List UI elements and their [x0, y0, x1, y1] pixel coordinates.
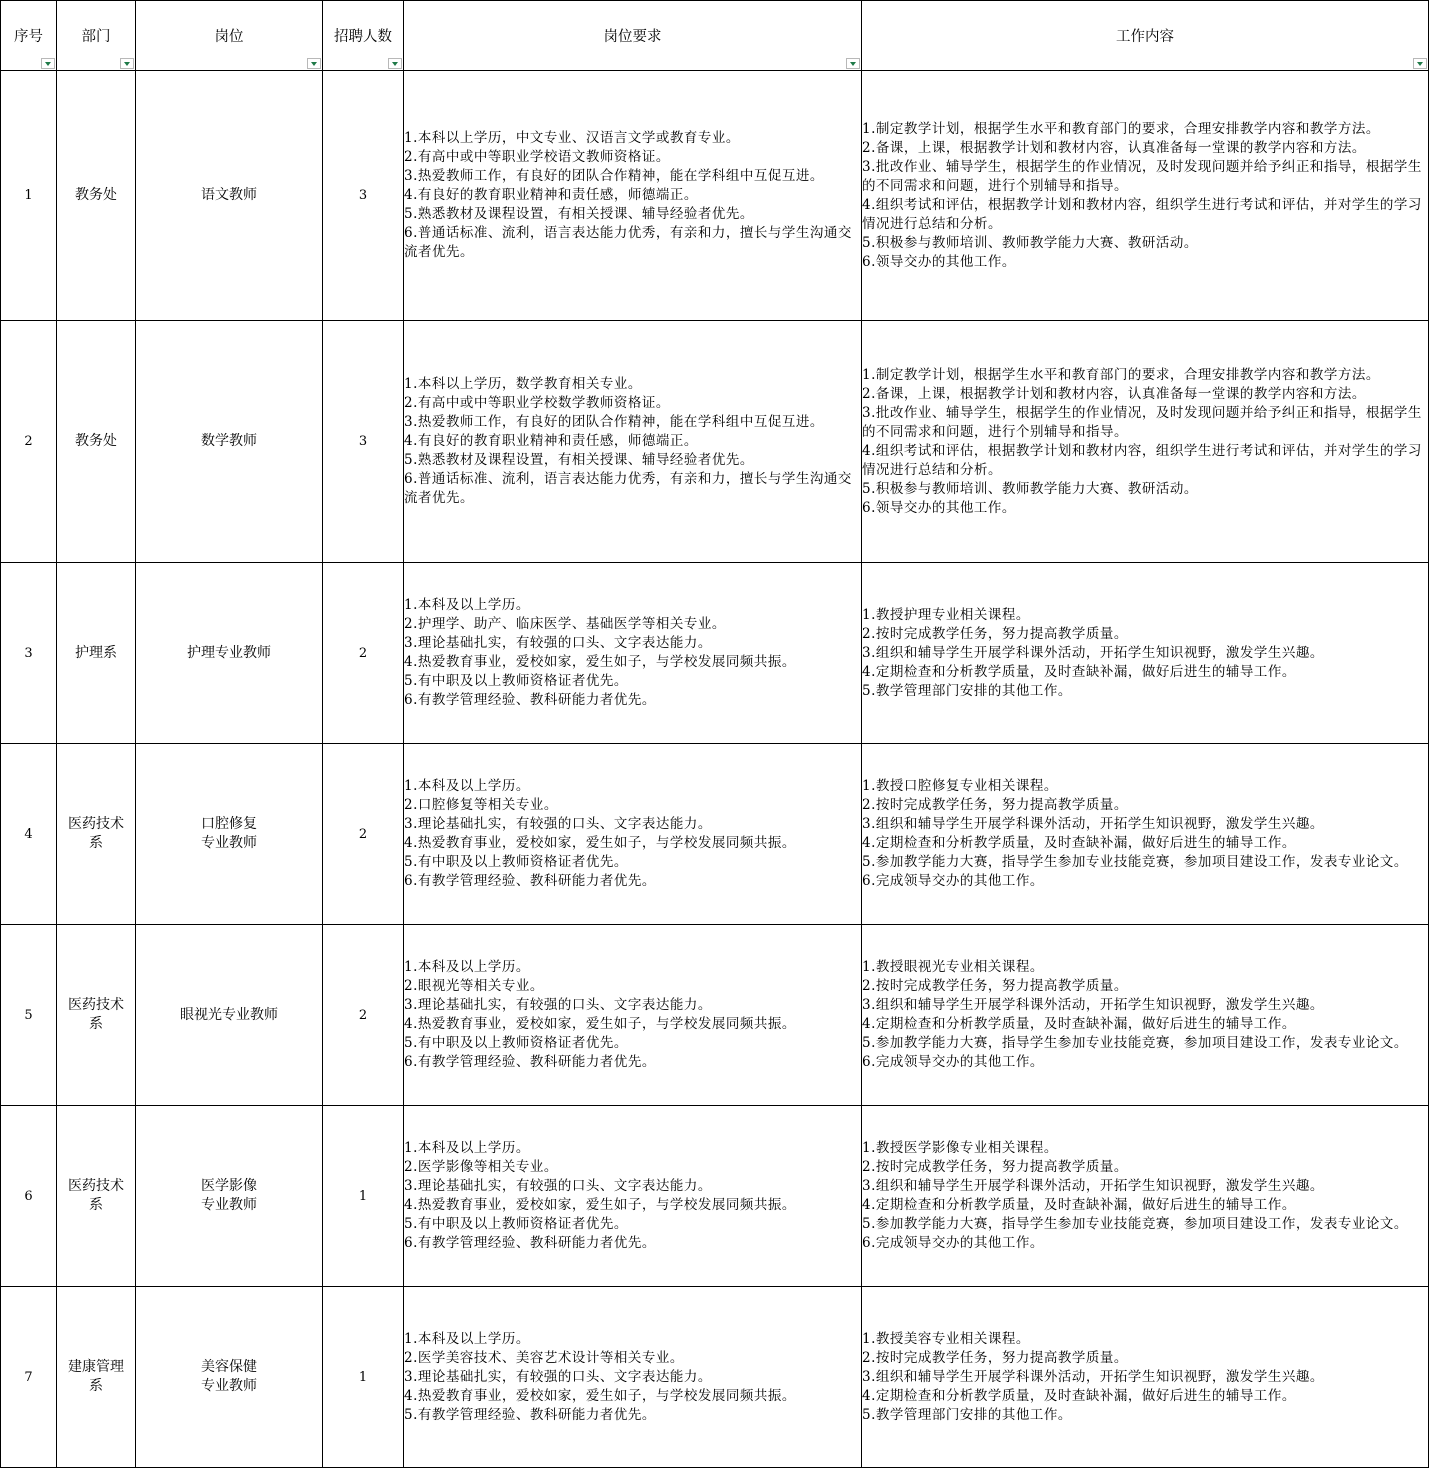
cell-seq[interactable] — [1, 1106, 57, 1287]
cell-duties-line: 5.参加教学能力大赛，指导学生参加专业技能竞赛，参加项目建设工作，发表专业论文。 — [862, 1035, 1408, 1051]
header-cell-position[interactable] — [136, 1, 323, 71]
cell-position-line: 美容保健 — [201, 1359, 257, 1375]
cell-position-line: 口腔修复 — [201, 816, 257, 832]
cell-requirements-line: 2.口腔修复等相关专业。 — [404, 797, 558, 813]
cell-requirements-line: 4.有良好的教育职业精神和责任感，师德端正。 — [404, 187, 698, 203]
cell-duties-line: 1.教授口腔修复专业相关课程。 — [862, 778, 1058, 794]
cell-dept[interactable] — [57, 1287, 136, 1468]
cell-seq[interactable] — [1, 925, 57, 1106]
cell-requirements-line: 6.有教学管理经验、教科研能力者优先。 — [404, 873, 656, 889]
cell-seq-text: 3 — [24, 645, 33, 661]
header-cell-dept[interactable] — [57, 1, 136, 71]
cell-position[interactable] — [136, 1287, 323, 1468]
cell-dept[interactable] — [57, 71, 136, 321]
cell-position-line: 眼视光专业教师 — [180, 1006, 278, 1023]
table-row — [1, 321, 1429, 563]
cell-seq-text: 5 — [24, 1007, 33, 1023]
cell-duties[interactable] — [862, 1106, 1429, 1287]
cell-requirements-line: 2.眼视光等相关专业。 — [404, 978, 544, 994]
cell-requirements-line: 4.热爱教育事业，爱校如家，爱生如子，与学校发展同频共振。 — [404, 835, 796, 851]
cell-duties-line: 1.制定教学计划，根据学生水平和教育部门的要求，合理安排教学内容和教学方法。 — [862, 366, 1380, 383]
cell-duties-line: 4.定期检查和分析教学质量，及时查缺补漏，做好后进生的辅导工作。 — [862, 1197, 1296, 1213]
cell-requirements-line: 1.本科及以上学历。 — [404, 1140, 530, 1156]
cell-requirements[interactable] — [404, 744, 862, 925]
header-cell-count[interactable] — [323, 1, 404, 71]
cell-requirements[interactable] — [404, 321, 862, 563]
cell-position-line: 专业教师 — [201, 1378, 257, 1394]
cell-dept-line: 医药技术 — [68, 816, 124, 832]
cell-requirements-line: 4.热爱教育事业，爱校如家，爱生如子，与学校发展同频共振。 — [404, 654, 796, 670]
filter-dropdown-icon[interactable] — [1413, 58, 1427, 69]
cell-count[interactable] — [323, 1287, 404, 1468]
cell-seq-text: 7 — [24, 1369, 33, 1385]
table-row — [1, 1106, 1429, 1287]
cell-dept[interactable] — [57, 321, 136, 563]
cell-seq-text: 2 — [24, 434, 33, 449]
cell-position-line: 语文教师 — [201, 187, 257, 203]
cell-requirements-line: 6.有教学管理经验、教科研能力者优先。 — [404, 1054, 656, 1070]
cell-duties-line: 4.定期检查和分析教学质量，及时查缺补漏，做好后进生的辅导工作。 — [862, 1387, 1296, 1404]
cell-position-line: 医学影像 — [201, 1178, 257, 1194]
filter-dropdown-icon[interactable] — [307, 58, 321, 69]
cell-position-line: 专业教师 — [201, 835, 257, 851]
cell-requirements-line: 1.本科以上学历，数学教育相关专业。 — [404, 376, 642, 392]
cell-duties-line: 4.定期检查和分析教学质量，及时查缺补漏，做好后进生的辅导工作。 — [862, 663, 1296, 680]
cell-dept[interactable] — [57, 563, 136, 744]
cell-dept-line: 教务处 — [75, 433, 117, 449]
cell-duties[interactable] — [862, 744, 1429, 925]
cell-requirements[interactable] — [404, 1106, 862, 1287]
cell-duties-line: 5.教学管理部门安排的其他工作。 — [862, 682, 1072, 699]
cell-requirements-line: 5.熟悉教材及课程设置，有相关授课、辅导经验者优先。 — [404, 206, 754, 222]
cell-requirements-line: 2.医学影像等相关专业。 — [404, 1159, 558, 1175]
cell-requirements-line: 6.有教学管理经验、教科研能力者优先。 — [404, 692, 656, 708]
cell-duties-line: 2.按时完成教学任务，努力提高教学质量。 — [862, 797, 1128, 813]
header-cell-requirements[interactable] — [404, 1, 862, 71]
header-label-requirements: 岗位要求 — [603, 28, 662, 45]
cell-dept[interactable] — [57, 744, 136, 925]
cell-duties-line: 2.按时完成教学任务，努力提高教学质量。 — [862, 625, 1128, 642]
cell-count[interactable] — [323, 925, 404, 1106]
cell-seq[interactable] — [1, 321, 57, 563]
cell-count-text: 1 — [358, 1188, 368, 1204]
cell-dept-line: 建康管理 — [68, 1359, 124, 1375]
cell-requirements-line: 5.有中职及以上教师资格证者优先。 — [404, 1216, 628, 1232]
table-row — [1, 925, 1429, 1106]
cell-requirements-line: 3.热爱教师工作，有良好的团队合作精神，能在学科组中互促互进。 — [404, 414, 824, 430]
cell-duties-line: 6.领导交办的其他工作。 — [862, 499, 1016, 516]
table-row — [1, 71, 1429, 321]
cell-requirements-line: 6.普通话标准、流利，语言表达能力优秀，有亲和力，擅长与学生沟通交流者优先。 — [404, 225, 852, 260]
cell-duties-line: 6.完成领导交办的其他工作。 — [862, 1054, 1044, 1070]
cell-requirements-line: 5.有中职及以上教师资格证者优先。 — [404, 673, 628, 689]
cell-count-text: 2 — [358, 645, 368, 661]
cell-requirements-line: 3.理论基础扎实，有较强的口头、文字表达能力。 — [404, 997, 712, 1013]
cell-duties-line: 2.按时完成教学任务，努力提高教学质量。 — [862, 1159, 1128, 1175]
cell-count[interactable] — [323, 71, 404, 321]
cell-count-text: 2 — [358, 826, 368, 842]
cell-duties-line: 3.组织和辅导学生开展学科课外活动，开拓学生知识视野，激发学生兴趣。 — [862, 1178, 1324, 1194]
header-label-duties: 工作内容 — [1116, 28, 1174, 45]
header-cell-duties[interactable] — [862, 1, 1429, 71]
cell-requirements-line: 2.护理学、助产、临床医学、基础医学等相关专业。 — [404, 616, 726, 632]
cell-requirements-line: 5.有中职及以上教师资格证者优先。 — [404, 1035, 628, 1051]
cell-seq[interactable] — [1, 744, 57, 925]
filter-dropdown-icon[interactable] — [120, 58, 134, 69]
filter-dropdown-icon[interactable] — [41, 58, 55, 69]
cell-requirements-line: 1.本科及以上学历。 — [404, 778, 530, 794]
cell-duties-line: 3.批改作业、辅导学生，根据学生的作业情况，及时发现问题并给予纠正和指导，根据学生的不同需求和问题，进行个别辅导和指导。 — [862, 404, 1422, 440]
cell-duties-line: 5.参加教学能力大赛，指导学生参加专业技能竞赛，参加项目建设工作，发表专业论文。 — [862, 854, 1408, 870]
cell-duties-line: 5.教学管理部门安排的其他工作。 — [862, 1406, 1072, 1423]
cell-requirements-line: 4.热爱教育事业，爱校如家，爱生如子，与学校发展同频共振。 — [404, 1016, 796, 1032]
cell-duties-line: 1.教授眼视光专业相关课程。 — [862, 959, 1044, 975]
filter-dropdown-icon[interactable] — [388, 58, 402, 69]
header-label-count: 招聘人数 — [334, 28, 392, 45]
cell-requirements-line: 1.本科及以上学历。 — [404, 959, 530, 975]
table-body — [1, 71, 1429, 1468]
cell-count-text: 1 — [358, 1369, 368, 1385]
cell-requirements-line: 5.有教学管理经验、教科研能力者优先。 — [404, 1406, 656, 1423]
cell-count[interactable] — [323, 563, 404, 744]
cell-duties-line: 5.参加教学能力大赛，指导学生参加专业技能竞赛，参加项目建设工作，发表专业论文。 — [862, 1216, 1408, 1232]
cell-requirements-line: 3.理论基础扎实，有较强的口头、文字表达能力。 — [404, 816, 712, 832]
cell-duties[interactable] — [862, 563, 1429, 744]
cell-requirements-line: 3.热爱教师工作，有良好的团队合作精神，能在学科组中互促互进。 — [404, 168, 824, 184]
cell-requirements-line: 2.有高中或中等职业学校语文教师资格证。 — [404, 149, 670, 165]
cell-dept-line: 系 — [89, 1016, 103, 1032]
cell-position-line: 护理专业教师 — [187, 644, 271, 661]
cell-seq[interactable] — [1, 1287, 57, 1468]
cell-position[interactable] — [136, 321, 323, 563]
cell-duties-line: 2.按时完成教学任务，努力提高教学质量。 — [862, 978, 1128, 994]
cell-duties-line: 3.组织和辅导学生开展学科课外活动，开拓学生知识视野，激发学生兴趣。 — [862, 1368, 1324, 1385]
cell-count[interactable] — [323, 744, 404, 925]
cell-requirements[interactable] — [404, 563, 862, 744]
cell-position[interactable] — [136, 1106, 323, 1287]
cell-count-text: 3 — [358, 188, 368, 203]
cell-duties-line: 4.组织考试和评估，根据教学计划和教材内容，组织学生进行考试和评估，并对学生的学习情况进行总结和分析。 — [862, 442, 1422, 478]
cell-duties[interactable] — [862, 925, 1429, 1106]
cell-requirements-line: 3.理论基础扎实，有较强的口头、文字表达能力。 — [404, 1178, 712, 1194]
cell-duties-line: 2.备课，上课，根据教学计划和教材内容，认真准备每一堂课的教学内容和方法。 — [862, 139, 1366, 156]
cell-seq-text: 1 — [24, 188, 33, 203]
cell-duties-line: 3.组织和辅导学生开展学科课外活动，开拓学生知识视野，激发学生兴趣。 — [862, 997, 1324, 1013]
cell-requirements[interactable] — [404, 925, 862, 1106]
cell-requirements-line: 3.理论基础扎实，有较强的口头、文字表达能力。 — [404, 1368, 712, 1385]
table-row — [1, 744, 1429, 925]
cell-requirements-line: 4.热爱教育事业，爱校如家，爱生如子，与学校发展同频共振。 — [404, 1197, 796, 1213]
cell-duties[interactable] — [862, 71, 1429, 321]
cell-count-text: 3 — [358, 434, 368, 449]
cell-requirements-line: 2.有高中或中等职业学校数学教师资格证。 — [404, 395, 670, 411]
filter-dropdown-icon[interactable] — [846, 58, 860, 69]
cell-position-line: 数学教师 — [201, 433, 257, 449]
table-row — [1, 563, 1429, 744]
cell-duties[interactable] — [862, 321, 1429, 563]
cell-position[interactable] — [136, 71, 323, 321]
cell-dept-line: 医药技术 — [68, 1178, 124, 1194]
cell-dept[interactable] — [57, 1106, 136, 1287]
cell-duties-line: 1.教授美容专业相关课程。 — [862, 1330, 1030, 1347]
cell-requirements-line: 1.本科以上学历，中文专业、汉语言文学或教育专业。 — [404, 130, 740, 146]
cell-seq-text: 4 — [24, 826, 33, 842]
cell-duties-line: 4.定期检查和分析教学质量，及时查缺补漏，做好后进生的辅导工作。 — [862, 835, 1296, 851]
cell-duties-line: 6.完成领导交办的其他工作。 — [862, 1235, 1044, 1251]
cell-duties-line: 6.领导交办的其他工作。 — [862, 253, 1016, 270]
cell-duties-line: 5.积极参与教师培训、教师教学能力大赛、教研活动。 — [862, 234, 1198, 251]
cell-requirements-line: 2.医学美容技术、美容艺术设计等相关专业。 — [404, 1349, 684, 1366]
cell-duties-line: 4.定期检查和分析教学质量，及时查缺补漏，做好后进生的辅导工作。 — [862, 1016, 1296, 1032]
cell-dept-line: 护理系 — [75, 644, 117, 661]
cell-duties-line: 5.积极参与教师培训、教师教学能力大赛、教研活动。 — [862, 480, 1198, 497]
cell-count-text: 2 — [358, 1007, 368, 1023]
cell-requirements-line: 6.普通话标准、流利，语言表达能力优秀，有亲和力，擅长与学生沟通交流者优先。 — [404, 471, 852, 506]
cell-requirements[interactable] — [404, 71, 862, 321]
cell-seq-text: 6 — [24, 1188, 33, 1204]
cell-requirements-line: 3.理论基础扎实，有较强的口头、文字表达能力。 — [404, 635, 712, 651]
cell-count[interactable] — [323, 1106, 404, 1287]
cell-duties-line: 3.组织和辅导学生开展学科课外活动，开拓学生知识视野，激发学生兴趣。 — [862, 644, 1324, 661]
header-label-position: 岗位 — [214, 28, 244, 45]
cell-dept-line: 医药技术 — [68, 997, 124, 1013]
cell-duties-line: 1.制定教学计划，根据学生水平和教育部门的要求，合理安排教学内容和教学方法。 — [862, 120, 1380, 137]
cell-dept-line: 教务处 — [75, 187, 117, 203]
cell-requirements-line: 1.本科及以上学历。 — [404, 597, 530, 613]
cell-duties-line: 2.备课，上课，根据教学计划和教材内容，认真准备每一堂课的教学内容和方法。 — [862, 385, 1366, 402]
cell-position[interactable] — [136, 563, 323, 744]
cell-duties-line: 4.组织考试和评估，根据教学计划和教材内容，组织学生进行考试和评估，并对学生的学习情况进行总结和分析。 — [862, 196, 1422, 232]
cell-position-line: 专业教师 — [201, 1197, 257, 1213]
cell-requirements-line: 5.有中职及以上教师资格证者优先。 — [404, 854, 628, 870]
cell-requirements-line: 1.本科及以上学历。 — [404, 1330, 530, 1347]
cell-count[interactable] — [323, 321, 404, 563]
cell-requirements-line: 4.有良好的教育职业精神和责任感，师德端正。 — [404, 433, 698, 449]
cell-duties-line: 3.批改作业、辅导学生，根据学生的作业情况，及时发现问题并给予纠正和指导，根据学生的不同需求和问题，进行个别辅导和指导。 — [862, 158, 1422, 194]
header-label-seq: 序号 — [14, 28, 43, 45]
cell-seq[interactable] — [1, 563, 57, 744]
cell-duties-line: 2.按时完成教学任务，努力提高教学质量。 — [862, 1349, 1128, 1366]
header-cell-seq[interactable] — [1, 1, 57, 71]
cell-requirements-line: 5.熟悉教材及课程设置，有相关授课、辅导经验者优先。 — [404, 452, 754, 468]
header-row — [1, 1, 1429, 71]
cell-duties-line: 1.教授护理专业相关课程。 — [862, 606, 1030, 623]
cell-duties-line: 6.完成领导交办的其他工作。 — [862, 873, 1044, 889]
cell-duties-line: 3.组织和辅导学生开展学科课外活动，开拓学生知识视野，激发学生兴趣。 — [862, 816, 1324, 832]
cell-duties-line: 1.教授医学影像专业相关课程。 — [862, 1140, 1058, 1156]
cell-dept[interactable] — [57, 925, 136, 1106]
cell-requirements[interactable] — [404, 1287, 862, 1468]
cell-dept-line: 系 — [89, 1378, 103, 1394]
cell-duties[interactable] — [862, 1287, 1429, 1468]
cell-seq[interactable] — [1, 71, 57, 321]
cell-position[interactable] — [136, 744, 323, 925]
cell-dept-line: 系 — [89, 1197, 103, 1213]
cell-position[interactable] — [136, 925, 323, 1106]
table-row — [1, 1287, 1429, 1468]
cell-requirements-line: 6.有教学管理经验、教科研能力者优先。 — [404, 1235, 656, 1251]
header-label-dept: 部门 — [81, 28, 111, 45]
cell-dept-line: 系 — [89, 835, 103, 851]
cell-requirements-line: 4.热爱教育事业，爱校如家，爱生如子，与学校发展同频共振。 — [404, 1387, 796, 1404]
